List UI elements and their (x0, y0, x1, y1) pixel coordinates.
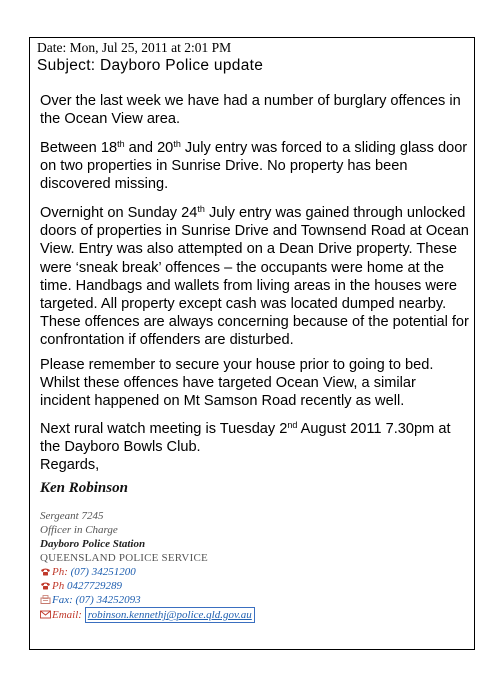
fax-number: (07) 34252093 (75, 594, 141, 606)
email-label: Email: (52, 609, 85, 621)
phone-number: (07) 34251200 (70, 566, 136, 578)
signature-fax (40, 593, 141, 607)
email-link[interactable]: robinson.kennethj@police.qld.gov.au (85, 607, 255, 623)
text-fragment: July entry was gained through unlocked doors of properties in Sunrise Drive and Townsend Road at Ocean View. Entry was also attempted on a Dean Drive property. These were ‘sneak break’ offences – the occupants were home at the time. Handbags and wallets from living areas in the houses were targeted. All property except cash was located dumped nearby. These offences are always concerning because of the potential for confrontation if offenders are disturbed. (40, 205, 469, 349)
paragraph-burglary-summary: Over the last week we have had a number of burglary offences in the Ocean View area. (40, 93, 461, 128)
text-fragment: Between 18 (40, 140, 118, 156)
signature-phone (40, 565, 136, 579)
paragraph-overnight-incident (40, 204, 470, 350)
ordinal-suffix: th (117, 139, 125, 149)
text-fragment: July entry was forced to a sliding glass door on two properties in Sunrise Drive. No property has been discovered missing. (40, 140, 468, 193)
ordinal-suffix: nd (287, 420, 298, 430)
signature-name: Ken Robinson (40, 480, 128, 496)
email-date: Date: Mon, Jul 25, 2011 at 2:01 PM (37, 40, 232, 55)
mobile-phone-icon (40, 581, 51, 590)
paragraph-security-reminder: Please remember to secure your house prior to going to bed. Whilst these offences have targeted Ocean View, a similar incident happened on Mt Samson Road recently as well. (40, 357, 434, 410)
paragraph-meeting (40, 420, 470, 475)
email-icon (40, 610, 51, 619)
mobile-number: 0427729289 (66, 580, 122, 592)
text-fragment: August 2011 7.30pm at the Dayboro Bowls Club. (40, 421, 451, 456)
signature-rank: Sergeant 7245 (40, 510, 104, 522)
fax-icon (40, 595, 51, 604)
text-fragment: and 20 (124, 140, 174, 156)
email-subject: Subject: Dayboro Police update (37, 57, 264, 74)
paragraph-sunrise-drive (40, 139, 470, 194)
signature-email (40, 607, 255, 623)
ordinal-suffix: th (173, 139, 181, 149)
signature-service: QUEENSLAND POLICE SERVICE (40, 552, 208, 564)
ordinal-suffix: th (197, 204, 205, 214)
fax-label: Fax: (52, 594, 76, 606)
signature-station: Dayboro Police Station (40, 538, 146, 550)
phone-icon (40, 567, 51, 576)
signature-mobile (40, 579, 122, 593)
signature-role: Officer in Charge (40, 524, 118, 536)
text-fragment: Next rural watch meeting is Tuesday 2 (40, 421, 288, 437)
mobile-label: Ph (52, 580, 67, 592)
closing-regards: Regards, (40, 457, 100, 474)
text-fragment: Overnight on Sunday 24 (40, 205, 198, 221)
phone-label: Ph: (52, 566, 71, 578)
